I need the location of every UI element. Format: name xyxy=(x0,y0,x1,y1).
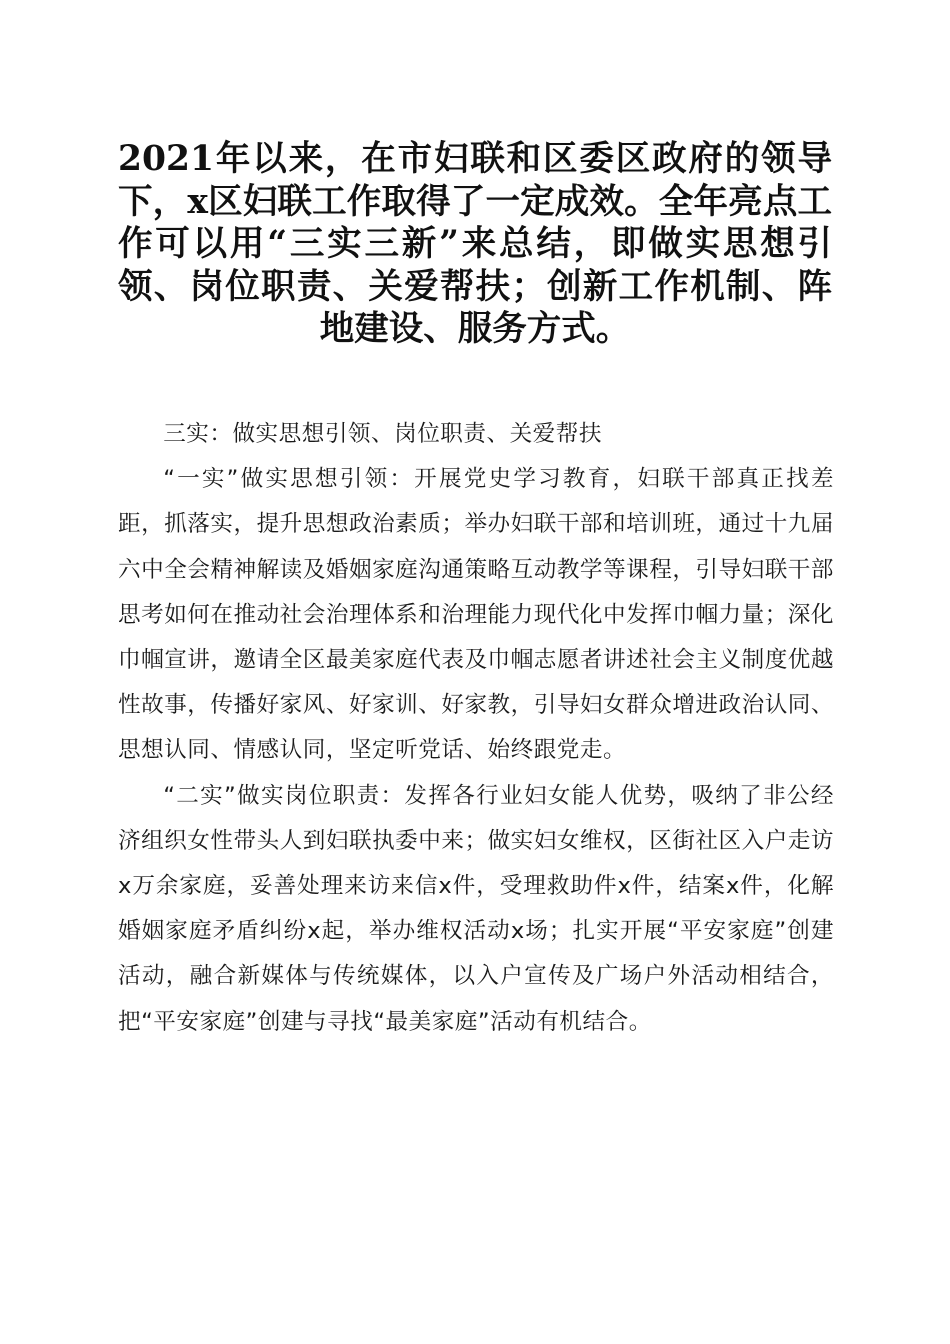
section-heading: 三实：做实思想引领、岗位职责、关爱帮扶 xyxy=(163,421,602,447)
document-body xyxy=(118,412,834,1045)
paragraph-first-practice: “一实”做实思想引领：开展党史学习教育，妇联干部真正找差距，抓落实，提升思想政治素质；举办妇联干部和培训班，通过十九届六中全会精神解读及婚姻家庭沟通策略互动教学等课程，引导妇联干部思考如何在推动社会治理体系和治理能力现代化中发挥巾帼力量；深化巾帼宣讲，邀请全区最美家庭代表及巾帼志愿者讲述社会主义制度优越性故事，传播好家风、好家训、好家教，引导妇女群众增进政治认同、思想认同、情感认同，坚定听党话、始终跟党走。 xyxy=(118,466,834,764)
document-title: 2021年以来，在市妇联和区委区政府的领导下，x区妇联工作取得了一定成效。全年亮点工作可以用“三实三新”来总结，即做实思想引领、岗位职责、关爱帮扶；创新工作机制、阵地建设、服务方式。 xyxy=(118,139,832,349)
paragraph-second-practice: “二实”做实岗位职责：发挥各行业妇女能人优势，吸纳了非公经济组织女性带头人到妇联执委中来；做实妇女维权，区街社区入户走访x万余家庭，妥善处理来访来信x件，受理救助件x件，结案x件，化解婚姻家庭矛盾纠纷x起，举办维权活动x场；扎实开展“平安家庭”创建活动，融合新媒体与传统媒体，以入户宣传及广场户外活动相结合，把“平安家庭”创建与寻找“最美家庭”活动有机结合。 xyxy=(118,782,834,1035)
